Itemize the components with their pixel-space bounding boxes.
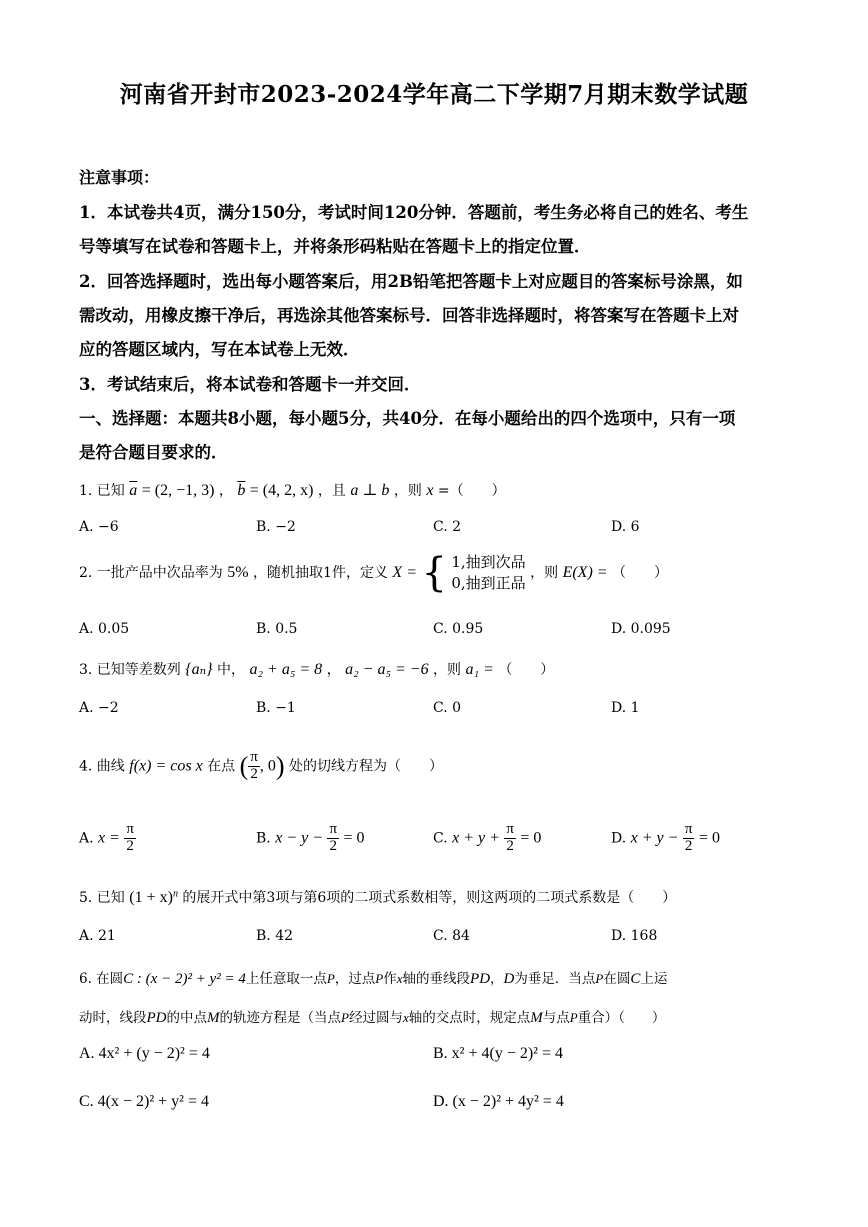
piecewise-cases [451,552,525,594]
binomial-expr: (1 + x) [129,889,173,906]
left-brace: { [421,550,447,596]
point-p: P [375,971,384,986]
perpendicular-condition: a ⊥ b [350,482,390,499]
q1-option-d: D. 6 [611,519,640,535]
point-p: P [569,1010,578,1025]
q6-text: 轴的交点时，规定点 [408,1010,531,1026]
q3-option-c: C. 0 [433,700,462,716]
fraction-denominator: 2 [506,837,514,854]
notice-line: 应的答题区域内，写在本试卷上无效． [79,340,360,359]
fraction-numerator: π [329,821,338,837]
q2-end: （ ） [612,565,669,581]
option-rhs: = 0 [343,829,365,847]
point-d: D [503,971,515,987]
random-variable: X = [392,564,417,581]
question-6-line-1 [79,967,667,988]
q1-option-c: C. 2 [433,519,462,535]
notice-line: 1．本试卷共4页，满分150分，考试时间120分钟．答题前，考生务必将自己的姓名、考生 [79,203,749,222]
question-3 [79,659,554,679]
left-paren: ( [239,751,249,781]
q2-option-d: D. 0.095 [611,621,671,637]
circle-c: C [630,971,641,987]
q3-mid: 中， [217,662,245,678]
q5-prefix: 5. 已知 [79,890,125,906]
option-label: C. [433,830,448,847]
vector-a: $\overline{a}$ [129,482,138,499]
variable-x: x [426,482,434,499]
q4-option-c [433,822,541,855]
point-rest: , 0 [259,757,276,775]
q6-text: 上运 [640,971,668,987]
fraction-numerator: π [506,821,514,837]
right-paren: ) [275,751,285,781]
condition-diff: a₂ − a₅ = −6 [345,661,429,678]
q5-option-b: B. 42 [256,928,294,944]
fraction-numerator: π [250,749,258,765]
option-fraction [504,822,516,855]
q2-option-c: C. 0.95 [433,621,484,637]
point-p: P [341,1010,349,1025]
case-defective: 1,抽到次品 [451,553,526,571]
q4-option-b [256,822,365,855]
q3-end: （ ） [498,662,555,678]
q6-option-d: D. (x − 2)² + 4y² = 4 [433,1093,564,1110]
option-lhs: x = [98,829,120,847]
q3-option-b: B. −1 [256,700,296,716]
exponent: n [172,888,178,900]
segment-pd: PD [146,1010,167,1026]
section-heading: 一、选择题：本题共8小题，每小题5分，共40分．在每小题给出的四个选项中，只有一项 [79,409,736,428]
q2-option-b: B. 0.5 [256,621,298,637]
q6-text: ，过点 [334,971,376,987]
axis-x: x [402,1010,409,1025]
option-label: A. [79,830,94,847]
q1-mid: ，且 [317,483,346,499]
fraction-denominator: 2 [684,837,693,854]
q2-option-a: A. 0.05 [79,621,130,637]
sequence: {aₙ} [185,661,213,678]
option-lhs: x + y + [452,829,500,847]
q6-option-a: A. 4x² + (y − 2)² = 4 [79,1045,210,1062]
q6-text: 经过圆与 [348,1010,403,1026]
q6-text: 动时，线段 [79,1010,147,1026]
option-fraction [683,822,695,855]
q3-option-d: D. 1 [611,700,640,716]
q1-option-b: B. −2 [256,519,296,535]
q6-text: 上任意取一点 [245,971,327,987]
axis-x: x [396,971,403,986]
question-6-line-2 [79,1006,665,1027]
q1-end: =（ ） [437,483,506,499]
notice-line: 2．回答选择题时，选出每小题答案后，用2B铅笔把答题卡上对应题目的答案标号涂黑，如 [79,272,743,291]
q5-option-a: A. 21 [79,928,116,944]
q5-option-d: D. 168 [611,928,658,944]
point-m: M [207,1010,220,1026]
q1-option-a: A. −6 [79,519,119,535]
q4-option-d [611,822,720,855]
expectation: E(X) = [562,564,608,581]
notice-heading: 注意事项： [79,168,160,187]
notice-line: 号等填写在试卷和答题卡上，并将条形码粘贴在答题卡上的指定位置． [79,237,591,256]
q6-text: 重合）（ ） [577,1010,666,1026]
q6-text: 为垂足．当点 [514,971,596,987]
q3-prefix: 3. 已知等差数列 [79,662,181,678]
condition-sum: a₂ + a₅ = 8 [249,661,323,678]
option-lhs: x − y − [275,829,323,847]
q4-suffix: 处的切线方程为（ ） [288,758,443,775]
q1-prefix: 1. 已知 [79,483,125,499]
vector-a-value: = (2, −1, 3) [141,482,215,499]
notice-line: 需改动，用橡皮擦干净后，再选涂其他答案标号．回答非选择题时，将答案写在答题卡上对 [79,306,739,325]
vector-b-value: = (4, 2, x) [249,482,314,499]
question-2 [79,552,668,594]
q3-suffix: ，则 [433,662,462,678]
vector-b: $\overline{b}$ [237,482,246,499]
fraction-numerator: π [126,821,134,837]
question-5 [79,887,676,907]
question-1 [79,480,506,500]
q5-option-c: C. 84 [433,928,470,944]
option-rhs: = 0 [698,829,720,847]
ask-a1: a₁ = [465,661,494,678]
q1-suffix: ，则 [393,483,422,499]
circle-equation: C : (x − 2)² + y² = 4 [123,971,246,987]
point-m: M [530,1010,543,1026]
q6-option-b: B. x² + 4(y − 2)² = 4 [433,1045,563,1062]
fraction-denominator: 2 [126,837,134,854]
option-fraction [124,822,136,855]
q6-text: 轴的垂线段 [402,971,471,987]
option-fraction [327,822,339,855]
section-heading-cont: 是符合题目要求的． [79,443,228,462]
segment-pd: PD [470,971,491,987]
function-def: f(x) = cos x [129,757,203,775]
page-title: 河南省开封市2023-2024学年高二下学期7月期末数学试题 [119,81,749,108]
notice-line: 3．考试结束后，将本试卷和答题卡一并交回． [79,375,421,394]
q6-text: ， [490,971,504,987]
point-p: P [595,971,604,986]
q1-comma: ， [218,483,233,499]
q3-option-a: A. −2 [79,700,119,716]
q4-option-a [79,822,136,855]
point-fraction [248,750,260,783]
fraction-denominator: 2 [329,837,337,854]
defect-rate: 5% [227,564,249,581]
q3-comma: ， [326,662,341,678]
option-label: D. [611,830,627,847]
q6-text: 6. 在圆 [79,971,124,987]
q5-suffix: 的展开式中第3项与第6项的二项式系数相等，则这两项的二项式系数是（ ） [182,890,677,906]
q2-suffix: ，则 [530,565,559,581]
option-label: B. [256,830,271,847]
q6-text: 的轨迹方程是（当点 [219,1010,341,1026]
q2-mid: ，随机抽取1件，定义 [253,565,388,581]
option-rhs: = 0 [520,829,542,847]
q6-text: 在圆 [603,971,631,987]
q6-text: 与点 [542,1010,570,1026]
q6-text: 的中点 [166,1010,207,1026]
fraction-denominator: 2 [250,765,258,782]
case-normal: 0,抽到正品 [451,574,526,592]
q2-prefix: 2. 一批产品中次品率为 [79,565,223,581]
q4-mid: 在点 [207,758,236,775]
fraction-numerator: π [684,821,693,837]
question-4 [79,750,443,783]
q6-option-c: C. 4(x − 2)² + y² = 4 [79,1093,209,1110]
option-lhs: x + y − [630,829,679,847]
q6-text: 作 [383,971,397,987]
q4-prefix: 4. 曲线 [79,758,125,775]
point-p: P [326,971,335,986]
